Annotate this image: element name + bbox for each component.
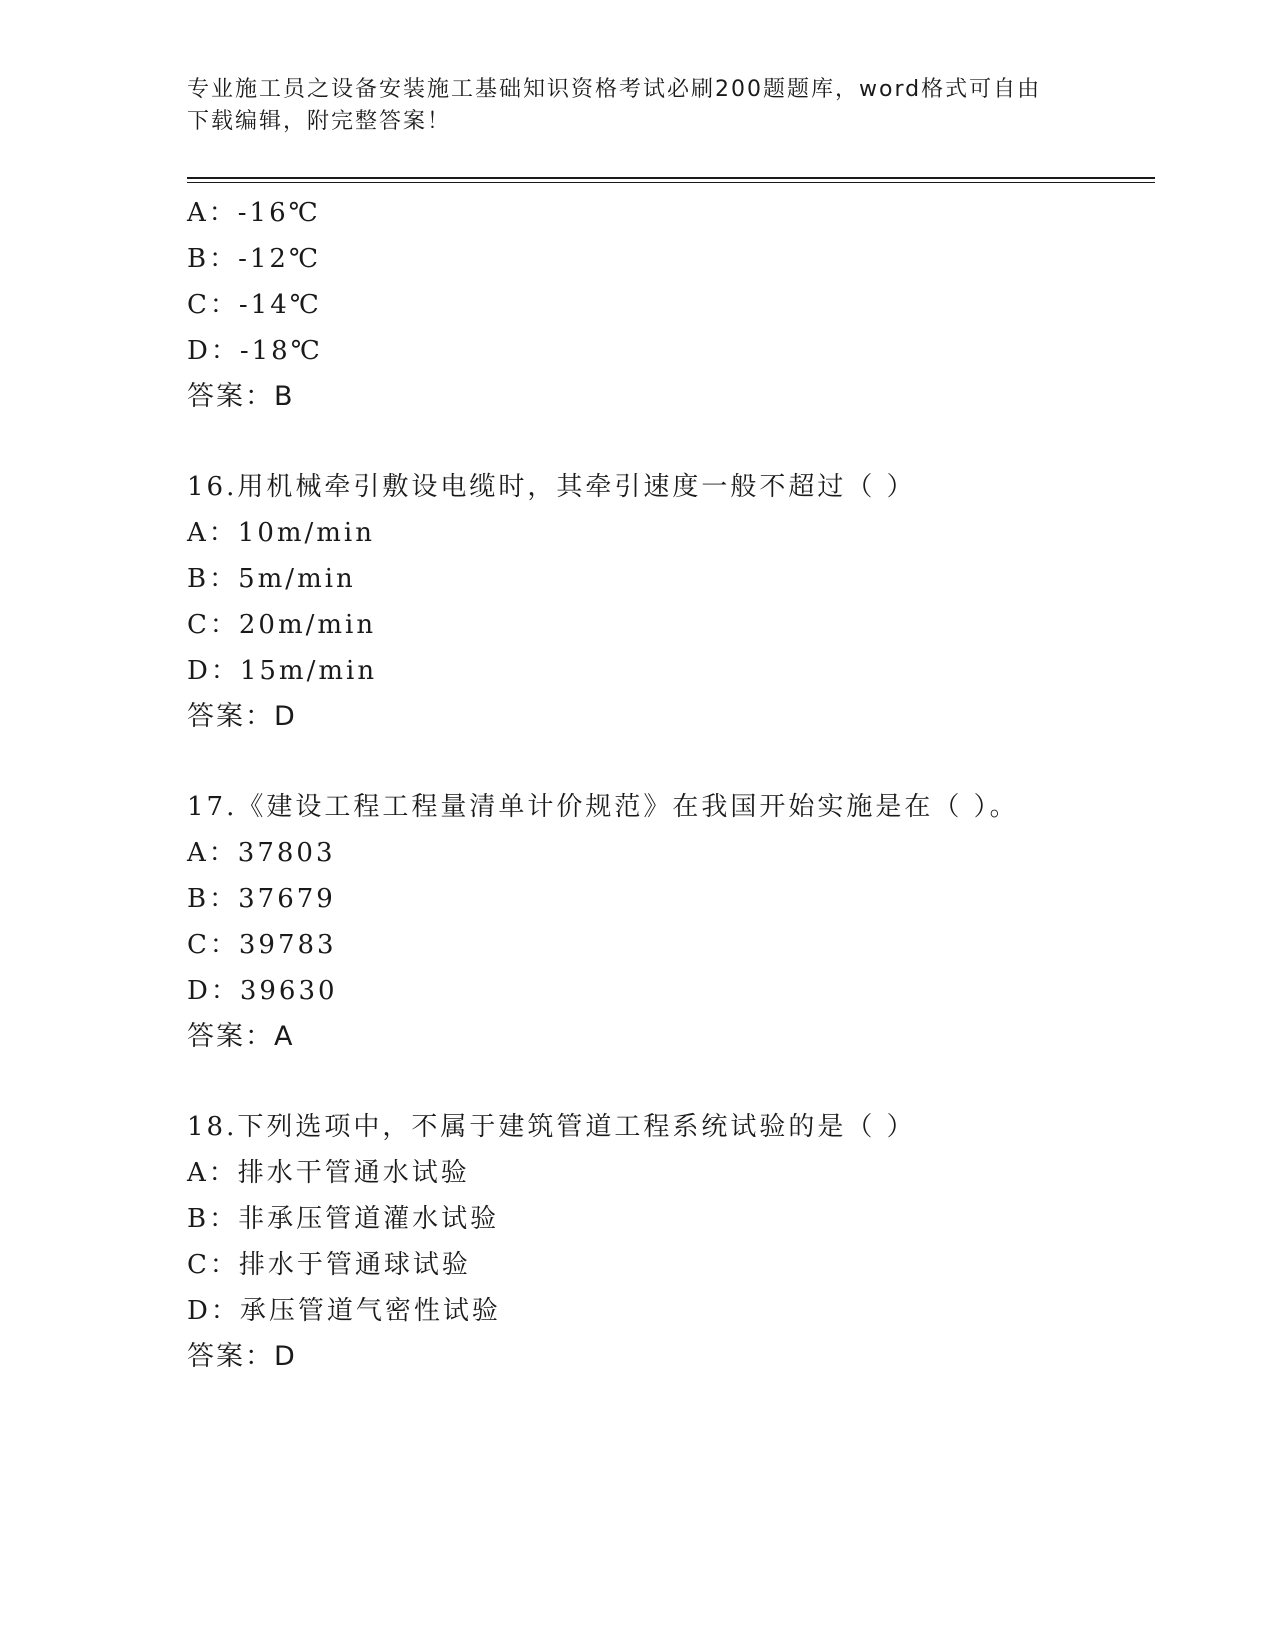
option-a: A：10m/min xyxy=(187,518,375,548)
question-title: 17.《建设工程工程量清单计价规范》在我国开始实施是在（ ）。 xyxy=(187,792,1019,822)
document-header xyxy=(187,74,1087,138)
option-b: B：37679 xyxy=(187,884,336,914)
option-a: A：排水干管通水试验 xyxy=(187,1158,470,1188)
option-d: D：承压管道气密性试验 xyxy=(187,1296,501,1326)
option-a: A：-16℃ xyxy=(187,198,321,228)
header-line-1: 专业施工员之设备安装施工基础知识资格考试必刷200题题库，word格式可自由 xyxy=(187,77,1042,102)
option-c: C：-14℃ xyxy=(187,290,322,320)
answer-line: 答案：D xyxy=(187,1341,297,1372)
answer-line: 答案：A xyxy=(187,1021,295,1052)
answer-line: 答案：D xyxy=(187,701,297,732)
question-block-17 xyxy=(187,784,1155,1060)
option-d: D：15m/min xyxy=(187,656,378,686)
option-c: C：排水于管通球试验 xyxy=(187,1250,471,1280)
option-c: C：20m/min xyxy=(187,610,377,640)
question-list xyxy=(187,190,1155,1380)
question-title: 16.用机械牵引敷设电缆时，其牵引速度一般不超过（ ） xyxy=(187,472,916,502)
option-b: B：非承压管道灌水试验 xyxy=(187,1204,500,1234)
header-line-2: 下载编辑，附完整答案！ xyxy=(187,109,452,134)
option-d: D：-18℃ xyxy=(187,336,323,366)
header-divider-thin xyxy=(187,182,1155,183)
option-c: C：39783 xyxy=(187,930,337,960)
option-d: D：39630 xyxy=(187,976,338,1006)
question-block-continued xyxy=(187,190,1155,420)
question-block-18 xyxy=(187,1104,1155,1380)
question-block-16 xyxy=(187,464,1155,740)
question-title: 18.下列选项中，不属于建筑管道工程系统试验的是（ ） xyxy=(187,1112,916,1142)
option-a: A：37803 xyxy=(187,838,336,868)
option-b: B：5m/min xyxy=(187,564,356,594)
option-b: B：-12℃ xyxy=(187,244,322,274)
answer-line: 答案：B xyxy=(187,381,295,412)
header-divider-thick xyxy=(187,177,1155,179)
